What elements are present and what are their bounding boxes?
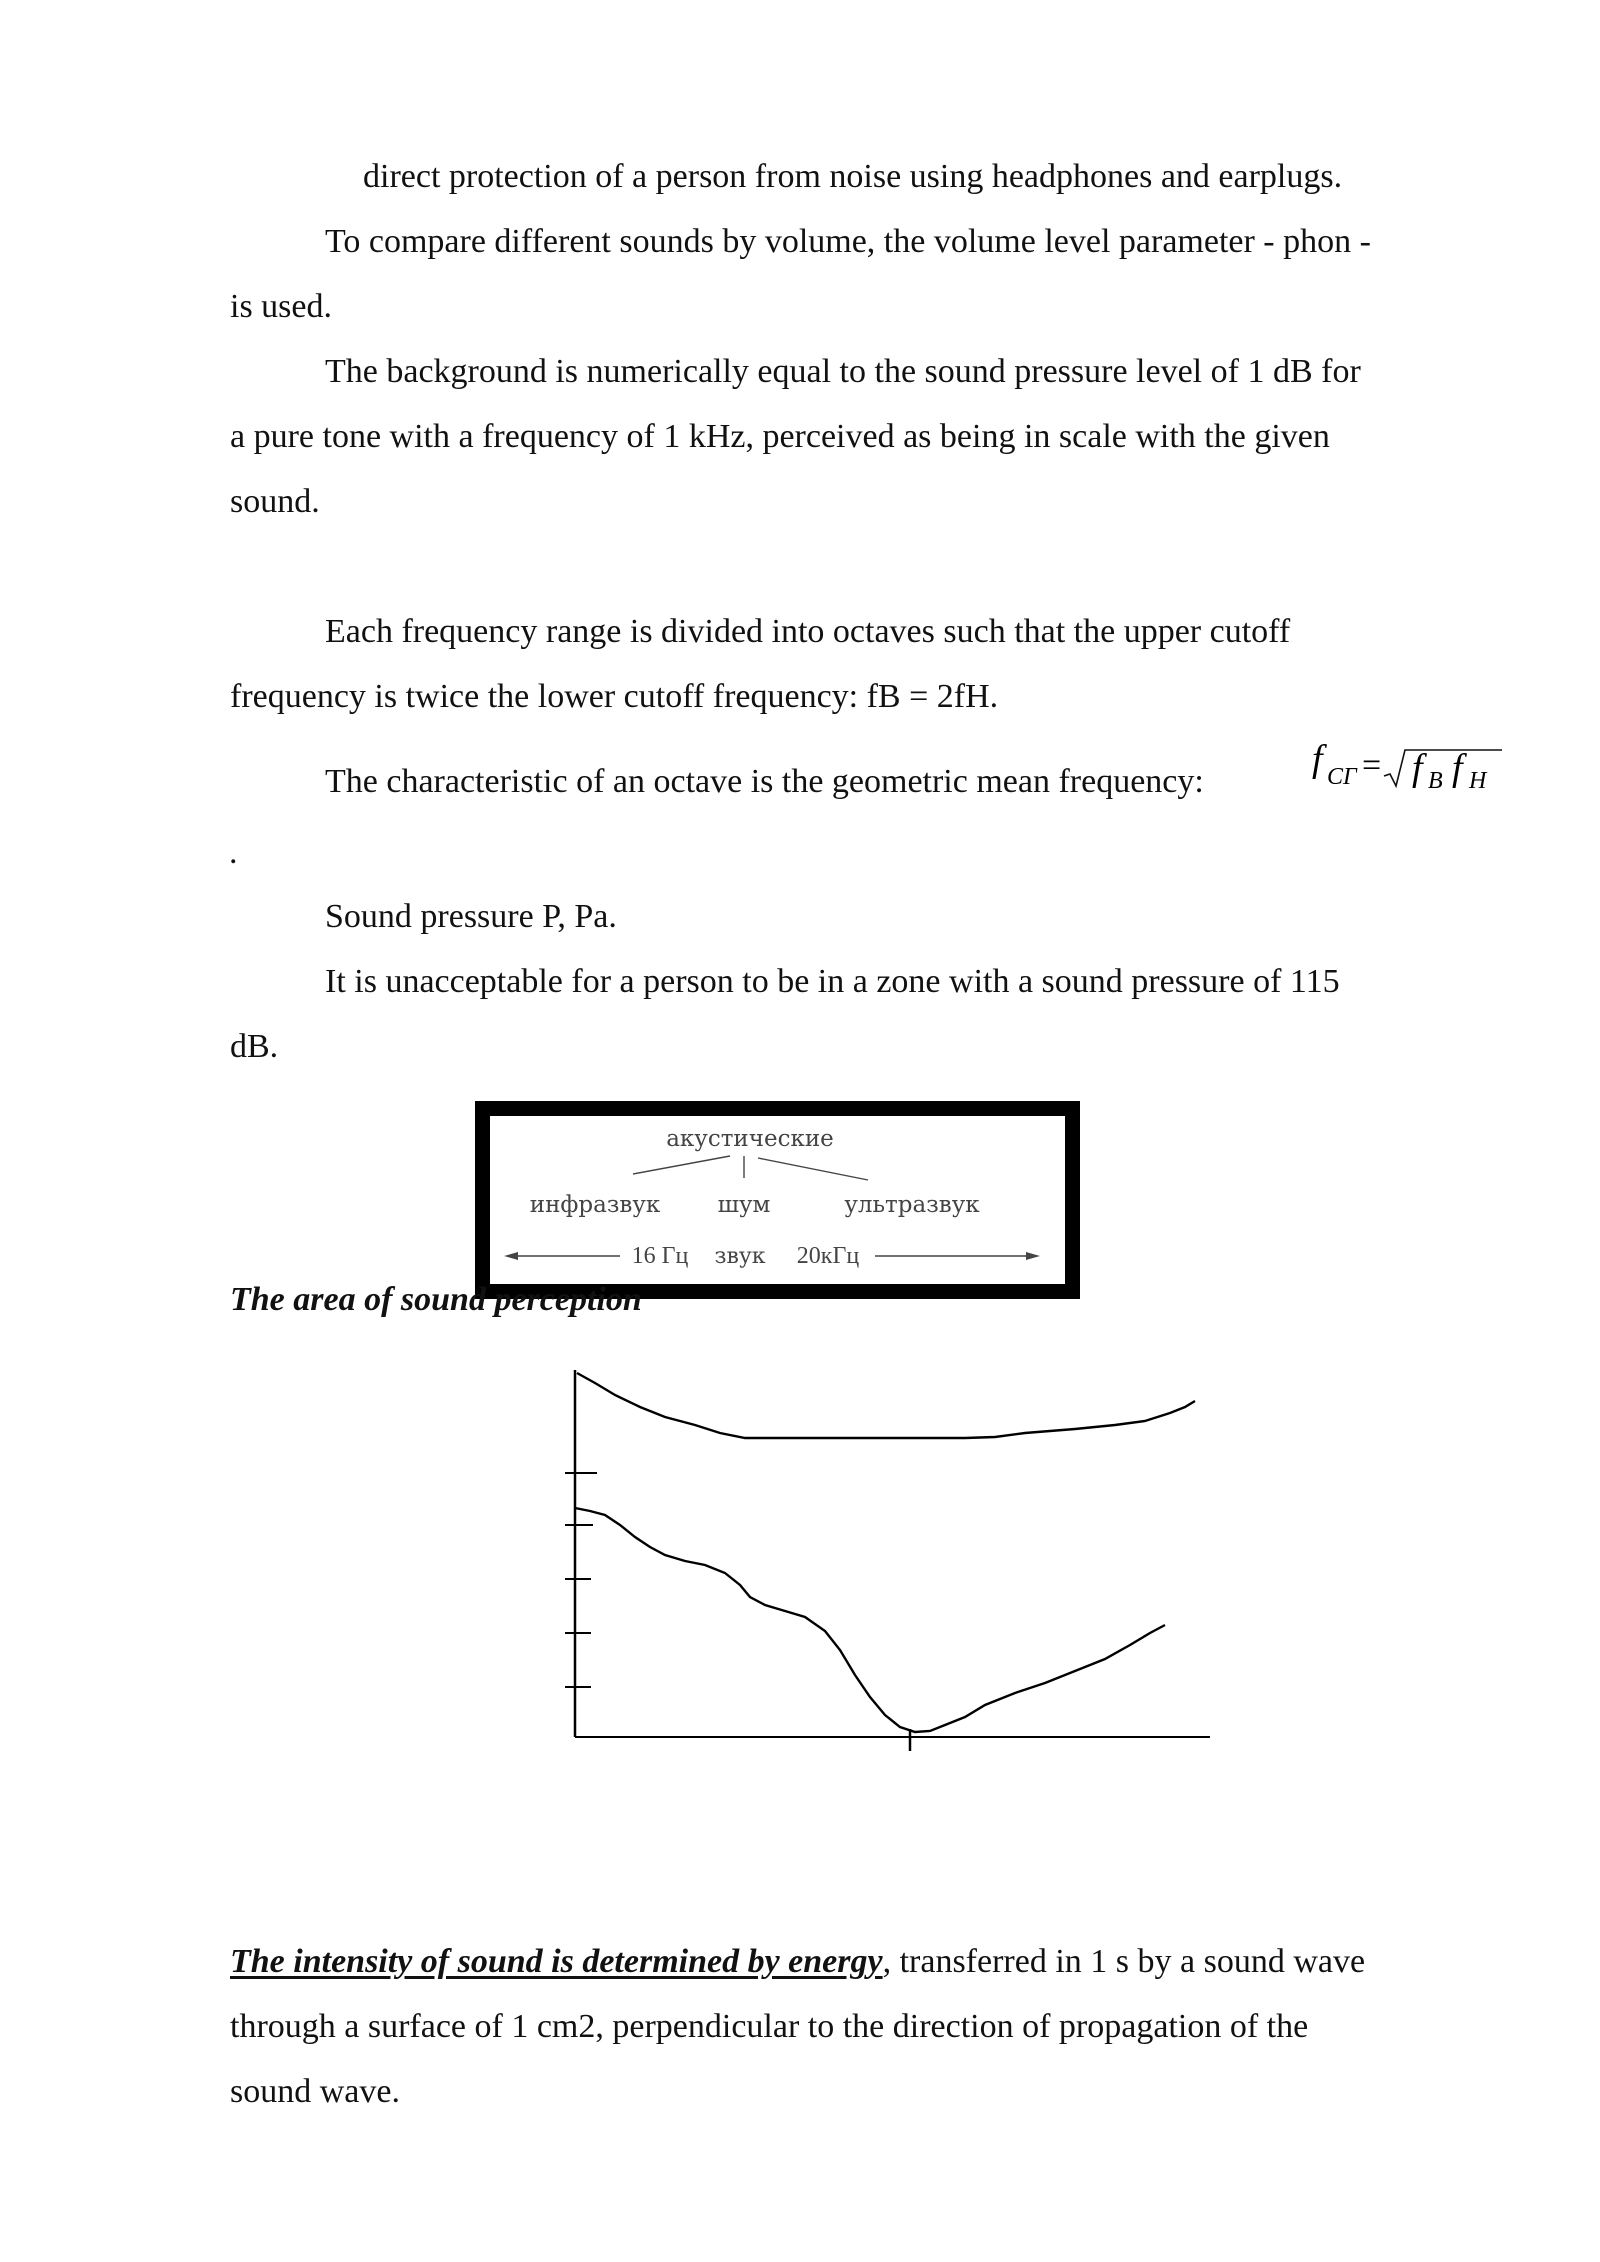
- intensity-definition-title: The intensity of sound is determined by energy: [230, 1943, 883, 1980]
- paragraph-background-line-1: The background is numerically equal to the sound pressure level of 1 dB for: [325, 353, 1361, 390]
- paragraph-sound-pressure: Sound pressure P, Pa.: [325, 898, 617, 935]
- label-sound: звук: [714, 1244, 766, 1269]
- paragraph-phon-line-1: To compare different sounds by volume, the volume level parameter - phon -: [325, 223, 1371, 260]
- intensity-line-3: sound wave.: [230, 2073, 400, 2110]
- formula-fh: f: [1452, 747, 1463, 789]
- formula-f: f: [1312, 738, 1323, 780]
- paragraph-background-line-2: a pure tone with a frequency of 1 kHz, perceived as being in scale with the given: [230, 418, 1330, 455]
- formula-sub-h: Н: [1469, 768, 1487, 794]
- branch-right-line: [758, 1158, 868, 1180]
- paragraph-115db-line-1: It is unacceptable for a person to be in a zone with a sound pressure of 115: [325, 963, 1340, 1000]
- paragraph-period: .: [229, 834, 238, 871]
- acoustic-classification-box: [475, 1101, 1080, 1299]
- hearing-threshold-curve: [575, 1508, 1165, 1732]
- arrow-right-head: [1026, 1252, 1040, 1260]
- pain-threshold-curve: [577, 1373, 1195, 1438]
- label-16hz: 16 Гц: [631, 1243, 689, 1269]
- formula-sub-b: В: [1428, 768, 1443, 794]
- label-20khz: 20кГц: [796, 1243, 860, 1269]
- paragraph-geometric-mean-line: The characteristic of an octave is the geometric mean frequency:: [325, 763, 1204, 800]
- intensity-line-2: through a surface of 1 cm2, perpendicular to the direction of propagation of the: [230, 2008, 1309, 2045]
- label-noise: шум: [717, 1192, 771, 1218]
- paragraph-headphones-line: direct protection of a person from noise using headphones and earplugs.: [363, 158, 1343, 195]
- label-infrasound: инфразвук: [529, 1192, 661, 1218]
- intensity-line-1: [230, 1942, 1365, 1982]
- paragraph-octaves-line-2: frequency is twice the lower cutoff frequency: fB = 2fH.: [230, 678, 999, 715]
- intensity-line-1-rest: , transferred in 1 s by a sound wave: [882, 1943, 1366, 1980]
- figure-heading: The area of sound perception: [230, 1281, 642, 1318]
- arrow-left-head: [504, 1252, 518, 1260]
- branch-left-line: [633, 1156, 730, 1174]
- paragraph-octaves-line-1: Each frequency range is divided into octaves such that the upper cutoff: [325, 613, 1291, 650]
- formula-sub-cg: СГ: [1327, 764, 1357, 790]
- sound-perception-graph: [555, 1365, 1235, 1765]
- label-ultrasound: ультразвук: [844, 1192, 980, 1218]
- acoustic-title: акустические: [666, 1126, 834, 1152]
- formula-equals: =: [1362, 747, 1382, 784]
- paragraph-background-line-3: sound.: [230, 483, 320, 520]
- paragraph-115db-line-2: dB.: [230, 1028, 279, 1065]
- paragraph-phon-line-2: is used.: [230, 288, 332, 325]
- geometric-mean-formula: [1312, 736, 1502, 796]
- formula-fb: f: [1412, 747, 1423, 789]
